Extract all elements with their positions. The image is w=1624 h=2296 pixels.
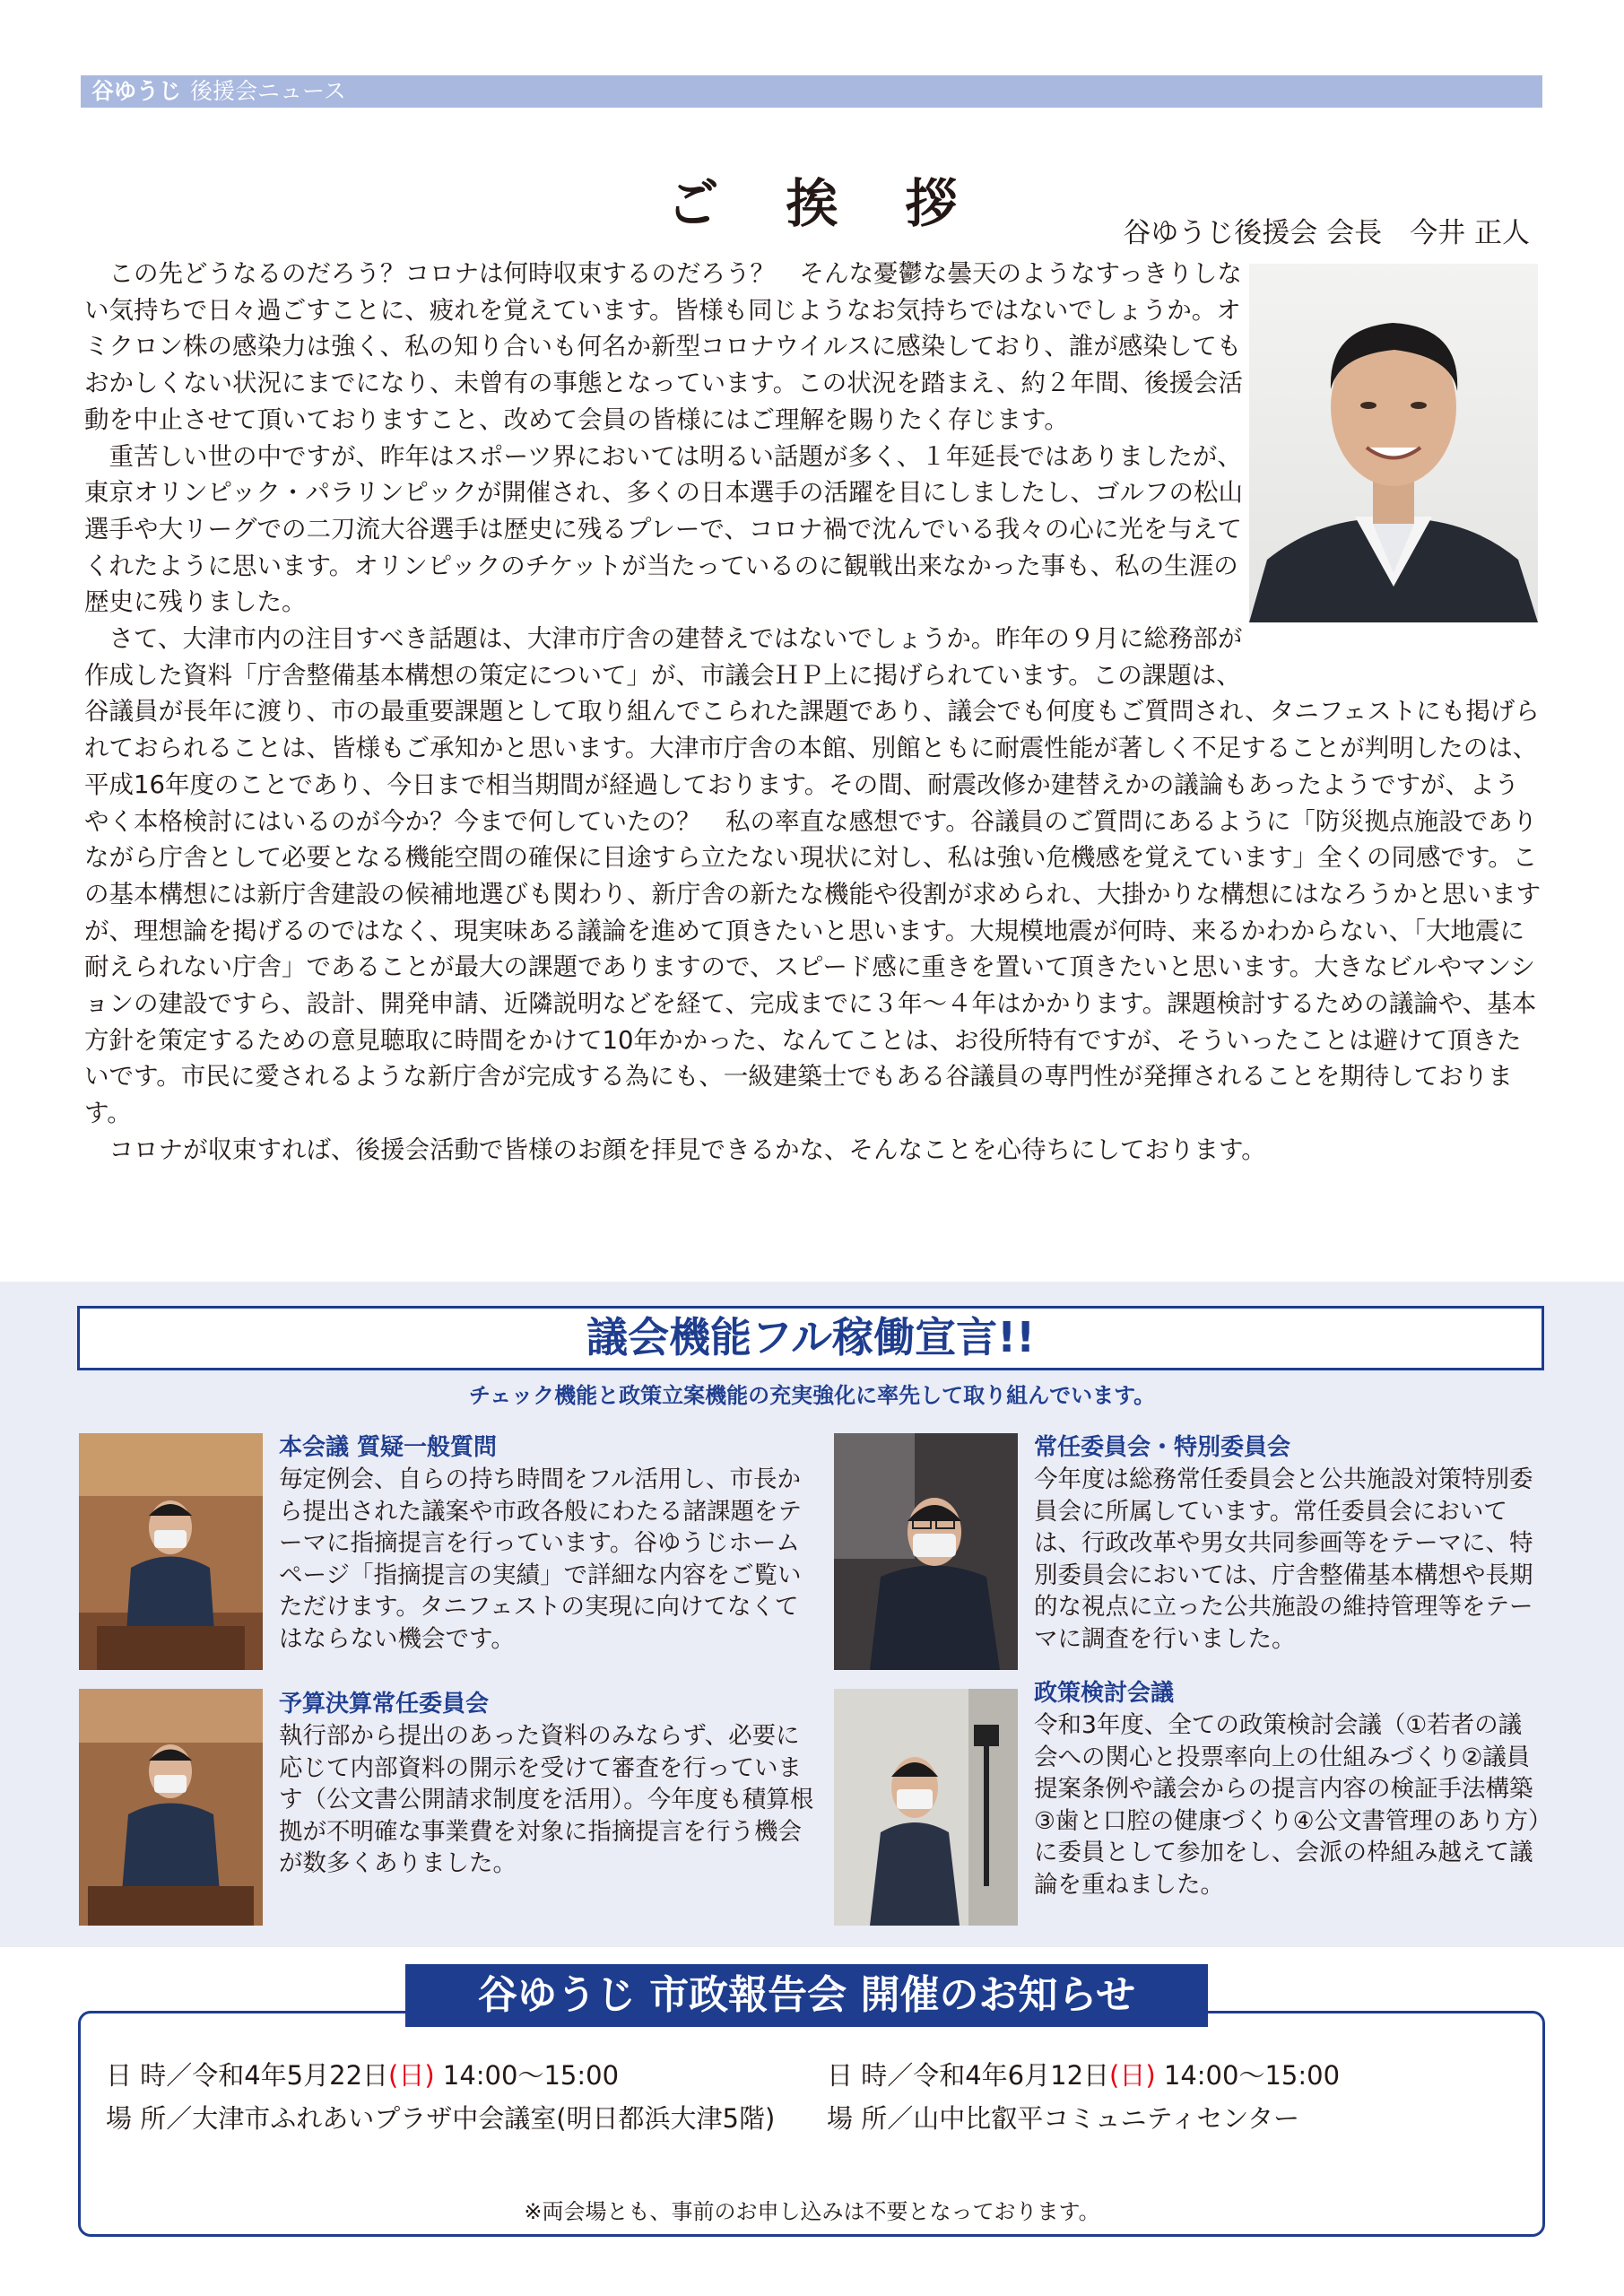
event-date: 日 時／令和4年5月22日 [106,2060,389,2091]
event-2-place: 場 所／山中比叡平コミュニティセンター [827,2103,1300,2134]
declaration-subtitle: チェック機能と政策立案機能の充実強化に率先して取り組んでいます。 [468,1383,1156,1408]
budget-committee-photo [79,1689,263,1926]
header-subtitle: 後援会ニュース [190,78,346,104]
greeting-text [84,256,1542,1169]
event-time: 14:00〜15:00 [434,2060,620,2091]
greeting-paragraph: さて、大津市内の注目すべき話題は、大津市庁舎の建替えではないでしょうか。昨年の９月に総務部が作成した資料「庁舎整備基本構想の策定について」が、市議会ＨＰ上に掲げられています。この課題は、谷議員が長年に渡り、市の最重要課題として取り組んでこられた課題であり、議会でも何度もご質問され、タニフェストにも掲げられておられることは、皆様もご承知かと思います。大津市庁舎の本館、別館ともに耐震性能が著しく不足することが判明したのは、平成16年度のことであり、今日まで相当期間が経過しております。その間、耐震改修か建替えかの議論もあったようですが、ようやく本格検討にはいるのが今か？今まで何していたの？ 私の率直な感想です。谷議員のご質問にあるように「防災拠点施設でありながら庁舎として必要となる機能空間の確保に目途すら立たない現状に対し、私は強い危機感を覚えています」全くの同感です。この基本構想には新庁舎建設の候補地選びも関わり、新庁舎の新たな機能や役割が求められ、大掛かりな構想にはなろうかと思いますが、理想論を掲げるのではなく、現実味ある議論を進めて頂きたいと思います。大規模地震が何時、来るかわからない、「大地震に耐えられない庁舎」であることが最大の課題でありますので、スピード感に重きを置いて頂きたいと思います。大きなビルやマンションの建設ですら、設計、開発申請、近隣説明などを経て、完成までに３年〜４年はかかります。課題検討するための議論や、基本方針を策定するための意見聴取に時間をかけて10年かかった、なんてことは、お役所特有ですが、そういったことは避けて頂きたいです。市民に愛されるような新庁舎が完成する為にも、一級建築士でもある谷議員の専門性が発揮されることを期待しております。 [84,624,1541,1128]
plenary-session-photo [79,1433,263,1670]
event-1-datetime [106,2057,619,2093]
declaration-title-box [77,1306,1544,1370]
header-brand: 谷ゆうじ [91,78,182,104]
declaration-item [1034,1677,1545,1900]
declaration-item [1034,1431,1545,1655]
item-body: 毎定例会、自らの持ち時間をフル活用し、市長から提出された議案や市政各般にわたる諸課題をテーマに指摘提言を行っています。谷ゆうじホームページ「指摘提言の実績」で詳細な内容をご覧いただけます。タニフェストの実現に向けてなくてはならない機会です。 [279,1465,802,1653]
item-body: 令和3年度、全ての政策検討会議（①若者の議会への関心と投票率向上の仕組みづくり②議員提案条例や議会からの提言内容の検証手法構築③歯と口腔の健康づくり④公文書管理のあり方）に委員として参加をし、会派の枠組み越えて議論を重ねました。 [1034,1711,1541,1899]
greeting-paragraph: 重苦しい世の中ですが、昨年はスポーツ界においては明るい話題が多く、１年延長ではありましたが、東京オリンピック・パラリンピックが開催され、多くの日本選手の活躍を目にしましたし、ゴルフの松山選手や大リーグでの二刀流大谷選手は歴史に残るプレーで、コロナ禍で沈んでいる我々の心に光を与えてくれたように思います。オリンピックのチケットが当たっているのに観戦出来なかった事も、私の生涯の歴史に残りました。 [84,441,1243,617]
event-time: 14:00〜15:00 [1155,2060,1341,2091]
declaration-title: 議会機能フル稼働宣言!! [586,1313,1036,1361]
report-title: 谷ゆうじ 市政報告会 開催のお知らせ [405,1964,1208,2027]
item-heading: 政策検討会議 [1034,1680,1175,1707]
declaration-item [279,1688,817,1880]
greeting-title: ご挨拶 [666,173,1025,234]
event-weekday: (日) [388,2060,435,2091]
event-2-datetime [827,2057,1340,2093]
item-heading: 予算決算常任委員会 [279,1691,490,1718]
policy-meeting-photo [834,1689,1018,1926]
item-body: 今年度は総務常任委員会と公共施設対策特別委員会に所属しています。常任委員会においては、行政改革や男女共同参画等をテーマに、特別委員会においては、庁舎整備基本構想や長期的な視点に立った公共施設の維持管理等をテーマに調査を行いました。 [1034,1465,1533,1653]
declaration-item [279,1431,817,1655]
greeting-author: 谷ゆうじ後援会 会長 今井 正人 [1123,217,1530,249]
committee-photo [834,1433,1018,1670]
event-weekday: (日) [1109,2060,1156,2091]
event-date: 日 時／令和4年6月12日 [827,2060,1110,2091]
event-1-place: 場 所／大津市ふれあいプラザ中会議室(明日都浜大津5階) [106,2103,776,2134]
item-heading: 本会議 質疑一般質問 [279,1434,498,1461]
greeting-paragraph: この先どうなるのだろう？コロナは何時収束するのだろう？ そんな憂鬱な曇天のようなすっきりしない気持ちで日々過ごすことに、疲れを覚えています。皆様も同じようなお気持ちではないでしょうか。オミクロン株の感染力は強く、私の知り合いも何名か新型コロナウイルスに感染しており、誰が感染してもおかしくない状況にまでになり、未曾有の事態となっています。この状況を踏まえ、約２年間、後援会活動を中止させて頂いておりますこと、改めて会員の皆様にはご理解を賜りたく存じます。 [84,259,1243,434]
report-note: ※両会場とも、事前のお申し込みは不要となっております。 [524,2199,1100,2224]
greeting-paragraph: コロナが収束すれば、後援会活動で皆様のお顔を拝見できるかな、そんなことを心待ちにしております。 [109,1135,1266,1164]
item-heading: 常任委員会・特別委員会 [1034,1434,1291,1461]
newsletter-header-bar [81,75,1542,108]
item-body: 執行部から提出のあった資料のみならず、必要に応じて内部資料の開示を受けて審査を行っています（公文書公開請求制度を活用）。今年度も積算根拠が不明確な事業費を対象に指摘提言を行う機会が数多くありました。 [279,1722,814,1877]
